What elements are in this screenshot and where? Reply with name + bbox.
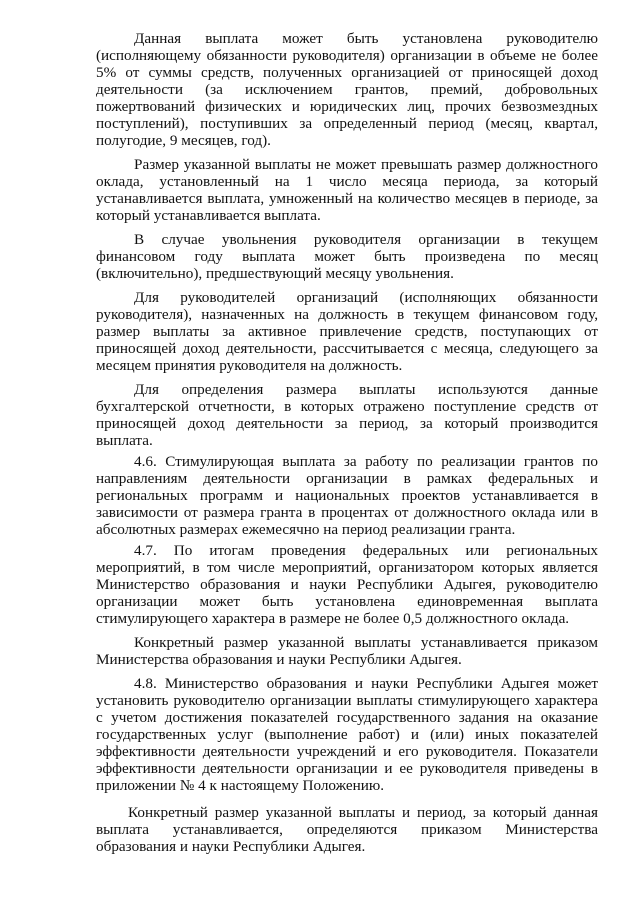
paragraph-new-appointee: Для руководителей организаций (исполняющих обязанности руководителя), назначенных на должность в текущем финансовом году, размер выплаты за активное привлечение средств, поступающих от приносящей доход деятельности, рассчитывается с месяца, следующего за месяцем принятия руководителя на должность. [96, 289, 598, 374]
paragraph-4-8-indicators: 4.8. Министерство образования и науки Республики Адыгея может установить руководителю организации выплаты стимулирующего характера с учетом достижения показателей государственного задания на оказание государственных услуг (выполнение работ) и (или) иных показателей эффективности деятельности учреждений и его руководителя. Показатели эффективности деятельности организации и ее руководителя приведены в приложении № 4 к настоящему Положению. [96, 675, 598, 794]
document-page [96, 30, 598, 855]
paragraph-dismissal: В случае увольнения руководителя организации в текущем финансовом году выплата может быть произведена по месяц (включительно), предшествующий месяцу увольнения. [96, 231, 598, 282]
paragraph-4-6-grants: 4.6. Стимулирующая выплата за работу по реализации грантов по направлениям деятельности организации в рамках федеральных и региональных программ и национальных проектов устанавливается в зависимости от размера гранта в процентах от должностного оклада или в абсолютных размерах ежемесячно на период реализации гранта. [96, 453, 598, 538]
paragraph-payment-limit: Размер указанной выплаты не может превышать размер должностного оклада, установленный на 1 число месяца периода, за который устанавливается выплата, умноженный на количество месяцев в периоде, за который устанавливается выплата. [96, 156, 598, 224]
paragraph-4-7-order: Конкретный размер указанной выплаты устанавливается приказом Министерства образования и науки Республики Адыгея. [96, 634, 598, 668]
paragraph-4-7-events: 4.7. По итогам проведения федеральных или региональных мероприятий, в том числе мероприятий, организатором которых является Министерство образования и науки Республики Адыгея, руководителю организации может быть установлена единовременная выплата стимулирующего характера в размере не более 0,5 должностного оклада. [96, 542, 598, 627]
paragraph-income-payment: Данная выплата может быть установлена руководителю (исполняющему обязанности руководителя) организации в объеме не более 5% от суммы средств, полученных организацией от приносящей доход деятельности (за исключением грантов, премий, добровольных пожертвований физических и юридических лиц, прочих безвозмездных поступлений), поступивших за определенный период (месяц, квартал, полугодие, 9 месяцев, год). [96, 30, 598, 149]
paragraph-4-8-order: Конкретный размер указанной выплаты и период, за который данная выплата устанавливается, определяются приказом Министерства образования и науки Республики Адыгея. [96, 804, 598, 855]
paragraph-accounting-data: Для определения размера выплаты используются данные бухгалтерской отчетности, в которых отражено поступление средств от приносящей доход деятельности за период, за который производится выплата. [96, 381, 598, 449]
